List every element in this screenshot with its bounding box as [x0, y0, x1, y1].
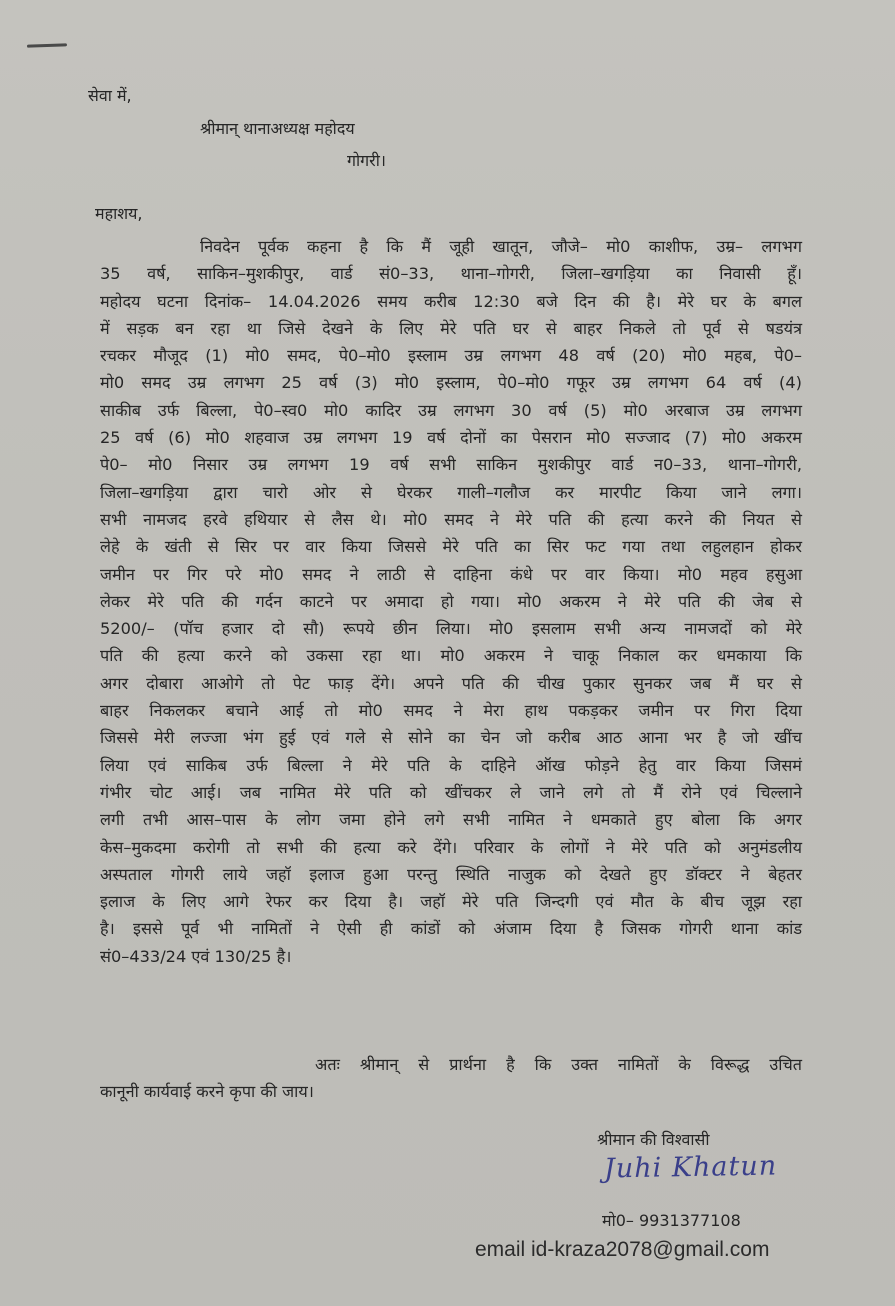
body-line: लेकर मेरे पति की गर्दन काटने पर अमादा हो गया। मो0 अकरम ने मेरे पति की जेब से [100, 591, 802, 611]
body-line: सभी नामजद हरवे हथियार से लैस थे। मो0 समद ने मेरे पति की हत्या करने की नियत से [100, 509, 802, 529]
body-line: अगर दोबारा आओगे तो पेट फाड़ देंगे। अपने पति की चीख पुकार सुनकर जब मैं घर से [100, 673, 802, 693]
body-line: इलाज के लिए आगे रेफर कर दिया है। जहॉ मेरे पति जिन्दगी एवं मौत के बीच जूझ रहा [100, 892, 802, 912]
closing-line: अतः श्रीमान् से प्रार्थना है कि उक्त नामितों के विरूद्ध उचित [315, 1055, 802, 1074]
body-line: है। इससे पूर्व भी नामितों ने ऐसी ही कांडों को अंजाम दिया है जिसक गोगरी थाना कांड [100, 919, 802, 939]
body-line: लिया एवं साकिब उर्फ बिल्ला ने मेरे पति के दाहिने ऑख फोड़ने हेतु वार किया जिसमं [100, 755, 802, 775]
recipient-place: गोगरी। [347, 151, 386, 170]
salutation: सेवा में, [88, 86, 132, 105]
closing-line: कानूनी कार्यवाई करने कृपा की जाय। [100, 1082, 314, 1102]
body-line: लेहे के खंती से सिर पर वार किया जिससे मेरे पति का सिर फट गया तथा लहुलहान होकर [100, 537, 802, 557]
body-line: साकीब उर्फ बिल्ला, पे0–स्व0 मो0 कादिर उम्र लगभग 30 वर्ष (5) मो0 अरबाज उम्र लगभग [100, 400, 802, 420]
body-line: पे0– मो0 निसार उम्र लगभग 19 वर्ष सभी साकिन मुशकीपुर वार्ड न0–33, थाना–गोगरी, [100, 455, 802, 475]
greeting: महाशय, [95, 204, 143, 223]
signoff-yours: श्रीमान की विश्वासी [597, 1130, 710, 1149]
body-line: पति की हत्या करने को उकसा रहा था। मो0 अकरम ने चाकू निकाल कर धमकाया कि [100, 646, 802, 666]
body-line: निवदेन पूर्वक कहना है कि मैं जूही खातून, जौजे– मो0 काशीफ, उम्र– लगभग [200, 237, 802, 256]
body-line: जिससे मेरी लज्जा भंग हुई एवं गले से सोने का चेन जो करीब आठ आना भर है जो खींच [100, 728, 802, 748]
handwritten-signature: Juhi Khatun [603, 1150, 778, 1185]
recipient-line: श्रीमान् थानाअध्यक्ष महोदय [200, 119, 355, 138]
body-line: लगी तभी आस–पास के लोग जमा होने लगे सभी नामित ने धमकाते हुए बोला कि अगर [100, 810, 802, 830]
letter-closing [100, 1050, 802, 1105]
body-line: में सड़क बन रहा था जिसे देखने के लिए मेरे पति घर से बाहर निकले तो पूर्व से षडयंत्र [100, 318, 802, 338]
letter-body [100, 233, 802, 970]
body-line: मो0 समद उम्र लगभग 25 वर्ष (3) मो0 इस्लाम, पे0–मो0 गफूर उम्र लगभग 64 वर्ष (4) [100, 373, 802, 393]
body-line: सं0–433/24 एवं 130/25 है। [100, 946, 292, 966]
body-line: अस्पताल गोगरी लाये जहॉ इलाज हुआ परन्तु स्थिति नाजुक को देखते हुए डॉक्टर ने बेहतर [100, 864, 802, 884]
email-address: email id-kraza2078@gmail.com [475, 1238, 770, 1261]
body-line: 35 वर्ष, साकिन–मुशकीपुर, वार्ड सं0–33, थाना–गोगरी, जिला–खगड़िया का निवासी हूँ। [100, 264, 802, 284]
pen-mark [27, 43, 67, 47]
body-line: 25 वर्ष (6) मो0 शहवाज उम्र लगभग 19 वर्ष दोनों का पेसरान मो0 सज्जाद (7) मो0 अकरम [100, 428, 802, 448]
body-line: रचकर मौजूद (1) मो0 समद, पे0–मो0 इस्लाम उम्र लगभग 48 वर्ष (20) मो0 महब, पे0– [100, 346, 802, 366]
body-line: केस–मुकदमा करोगी तो सभी की हत्या करे देंगे। परिवार के लोगों ने मेरे पति को अनुमंडलीय [100, 837, 802, 857]
body-line: जमीन पर गिर परे मो0 समद ने लाठी से दाहिना कंधे पर वार किया। मो0 महव हसुआ [100, 564, 802, 584]
body-line: गंभीर चोट आई। जब नामित मेरे पति को खींचकर ले जाने लगे तो मैं रोने एवं चिल्लाने [100, 782, 802, 802]
body-line: 5200/– (पॉच हजार दो सौ) रूपये छीन लिया। मो0 इसलाम सभी अन्य नामजदों को मेरे [100, 619, 802, 639]
mobile-number: मो0– 9931377108 [602, 1211, 741, 1230]
body-line: जिला–खगड़िया द्वारा चारो ओर से घेरकर गाली–गलौज कर मारपीट किया जाने लगा। [100, 482, 802, 502]
body-line: बाहर निकलकर बचाने आई तो मो0 समद ने मेरा हाथ पकड़कर जमीन पर गिरा दिया [100, 701, 802, 721]
body-line: महोदय घटना दिनांक– 14.04.2026 समय करीब 12:30 बजे दिन की है। मेरे घर के बगल [100, 291, 802, 311]
